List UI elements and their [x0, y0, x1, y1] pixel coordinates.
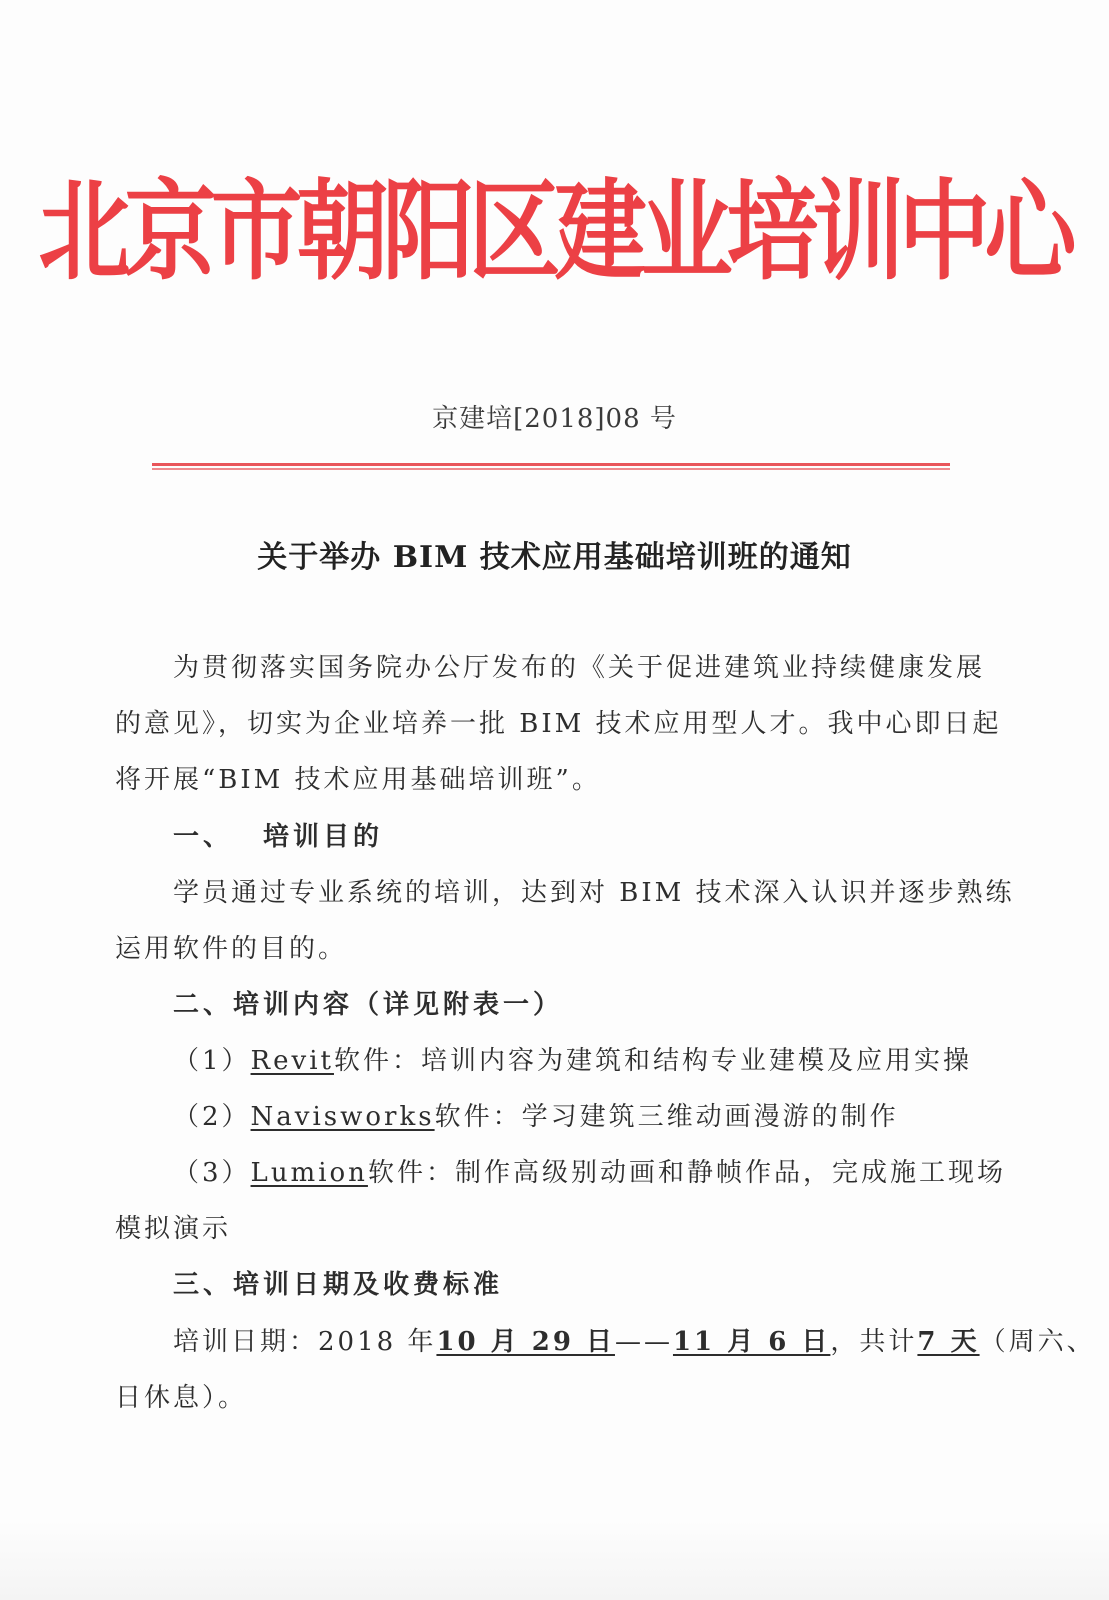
item-1-software: Revit [250, 1046, 334, 1076]
content-item-1 [173, 1044, 972, 1078]
red-divider-thick [152, 463, 950, 466]
date-dash: —— [614, 1327, 673, 1357]
date-end: 11 月 6 日 [672, 1327, 831, 1357]
weekend-note-end: 日休息）。 [115, 1383, 248, 1413]
section-1-title: 培训目的 [263, 822, 384, 852]
item-1-text: 软件：培训内容为建筑和结构专业建模及应用实操 [333, 1046, 972, 1076]
content-item-3 [173, 1156, 1006, 1190]
item-3-text: 软件：制作高级别动画和静帧作品，完成施工现场 [367, 1158, 1006, 1188]
training-dates-line [173, 1325, 1096, 1359]
content-item-2 [173, 1100, 899, 1134]
weekend-note-start: （周六、 [979, 1327, 1096, 1357]
section-1-line-2: 运用软件的目的。 [115, 934, 348, 964]
total-prefix: ，共计 [830, 1327, 918, 1357]
intro-line-2: 的意见》，切实为企业培养一批 BIM 技术应用型人才。我中心即日起 [115, 709, 1002, 739]
red-divider [152, 463, 950, 471]
date-prefix: 培训日期：2018 年 [173, 1327, 437, 1357]
item-3-number: （3） [173, 1158, 251, 1188]
item-2-text: 软件：学习建筑三维动画漫游的制作 [434, 1102, 899, 1132]
document-title: 关于举办 BIM 技术应用基础培训班的通知 [257, 540, 852, 575]
section-3-heading: 三、培训日期及收费标准 [173, 1270, 504, 1300]
section-1-heading [173, 820, 383, 854]
content-item-3-cont: 模拟演示 [115, 1214, 232, 1244]
item-2-software: Navisworks [250, 1102, 435, 1132]
date-start: 10 月 29 日 [436, 1327, 615, 1357]
page-bottom-shade [0, 1520, 1109, 1600]
section-2-heading: 二、培训内容（详见附表一） [173, 990, 564, 1020]
org-masthead: 北京市朝阳区建业培训中心 [38, 168, 1071, 295]
document-number: 京建培[2018]08 号 [432, 404, 677, 434]
section-1-number: 一、 [173, 822, 234, 852]
item-2-number: （2） [173, 1102, 251, 1132]
intro-line-1: 为贯彻落实国务院办公厅发布的《关于促进建筑业持续健康发展 [173, 653, 986, 683]
item-3-software: Lumion [250, 1158, 368, 1188]
red-divider-thin [152, 468, 950, 470]
section-1-line-1: 学员通过专业系统的培训，达到对 BIM 技术深入认识并逐步熟练 [173, 878, 1015, 908]
intro-line-3: 将开展“BIM 技术应用基础培训班”。 [115, 765, 601, 795]
total-days: 7 天 [917, 1327, 980, 1357]
item-1-number: （1） [173, 1046, 251, 1076]
